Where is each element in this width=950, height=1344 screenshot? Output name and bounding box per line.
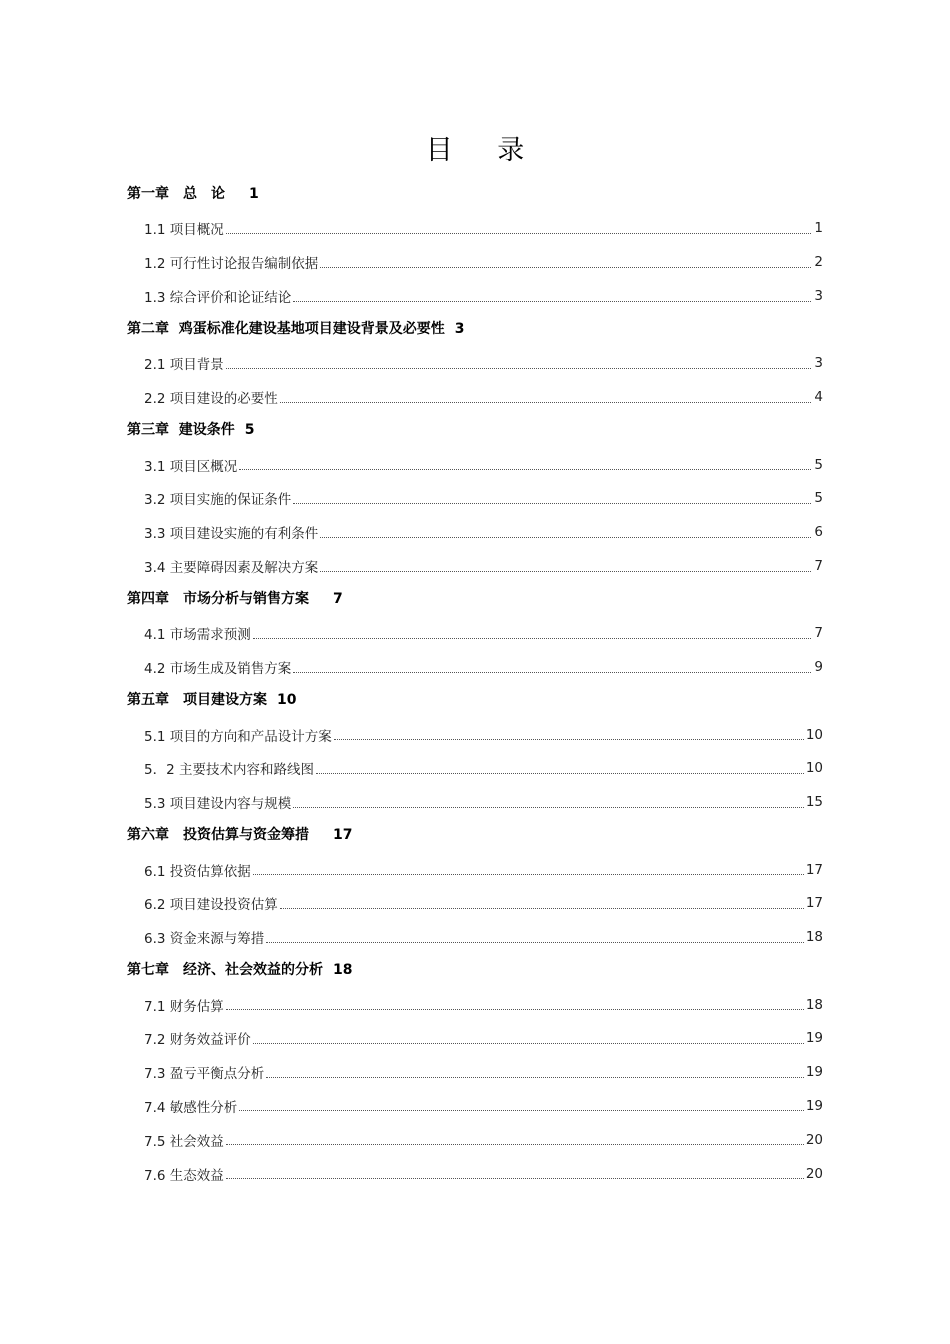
entry-page-number: 3 [814, 288, 823, 305]
dot-leader [266, 942, 804, 943]
toc-title: 目 录 [425, 135, 543, 166]
toc-chapter-heading[interactable] [127, 819, 823, 853]
entry-page-number: 17 [805, 895, 823, 912]
chapter-title: 第四章 市场分析与销售方案 [127, 590, 323, 607]
entry-title: 7.5 社会效益 [144, 1133, 224, 1150]
toc-entry[interactable] [127, 549, 823, 583]
entry-title: 2.2 项目建设的必要性 [144, 391, 278, 408]
toc-entry[interactable] [127, 515, 823, 549]
chapter-page-number: 1 [249, 186, 259, 202]
chapter-page-number: 17 [333, 827, 353, 844]
entry-page-number: 19 [805, 1097, 823, 1114]
toc-entry[interactable] [127, 920, 823, 954]
entry-page-number: 18 [805, 929, 823, 946]
entry-title: 6.1 投资估算依据 [144, 863, 251, 880]
entry-page-number: 1 [814, 220, 823, 237]
toc-entry[interactable] [127, 1123, 823, 1157]
entry-title: 3.2 项目实施的保证条件 [144, 492, 292, 509]
entry-title: 5.3 项目建设内容与规模 [144, 796, 292, 813]
toc-chapter-heading[interactable] [127, 583, 823, 617]
entry-title: 3.1 项目区概况 [144, 458, 238, 475]
entry-page-number: 5 [814, 456, 823, 473]
entry-title: 4.1 市场需求预测 [144, 627, 251, 644]
dot-leader [293, 503, 811, 504]
entry-page-number: 18 [805, 996, 823, 1013]
entry-title: 7.3 盈亏平衡点分析 [144, 1066, 265, 1083]
entry-page-number: 15 [805, 794, 823, 811]
chapter-page-number: 3 [454, 320, 465, 337]
dot-leader [226, 233, 811, 234]
toc-list [127, 178, 823, 1190]
toc-chapter-heading[interactable] [127, 178, 823, 212]
chapter-page-number: 18 [333, 962, 353, 979]
entry-title: 1.1 项目概况 [144, 222, 224, 239]
toc-chapter-heading[interactable] [127, 954, 823, 988]
entry-title: 1.3 综合评价和论证结论 [144, 290, 292, 307]
toc-entry[interactable] [127, 482, 823, 516]
toc-entry[interactable] [127, 212, 823, 246]
entry-page-number: 7 [814, 558, 823, 575]
dot-leader [239, 469, 811, 470]
toc-entry[interactable] [127, 988, 823, 1022]
toc-entry[interactable] [127, 617, 823, 651]
dot-leader [293, 301, 811, 302]
dot-leader [226, 1178, 804, 1179]
dot-leader [253, 874, 804, 875]
chapter-title: 第一章 总 论 [127, 186, 239, 202]
toc-chapter-heading[interactable] [127, 684, 823, 718]
chapter-page-number: 7 [333, 590, 343, 607]
dot-leader [239, 1110, 804, 1111]
entry-page-number: 19 [805, 1064, 823, 1081]
entry-title: 3.4 主要障碍因素及解决方案 [144, 560, 319, 577]
toc-chapter-heading[interactable] [127, 313, 823, 347]
entry-page-number: 20 [805, 1131, 823, 1148]
entry-title: 4.2 市场生成及销售方案 [144, 661, 292, 678]
chapter-title: 第六章 投资估算与资金筹措 [127, 827, 323, 844]
entry-page-number: 9 [814, 659, 823, 676]
dot-leader [266, 1077, 804, 1078]
dot-leader [334, 739, 804, 740]
toc-entry[interactable] [127, 279, 823, 313]
entry-title: 5．2 主要技术内容和路线图 [144, 762, 314, 779]
chapter-title: 第七章 经济、社会效益的分析 [127, 962, 323, 979]
dot-leader [280, 908, 804, 909]
entry-page-number: 3 [814, 355, 823, 372]
entry-title: 5.1 项目的方向和产品设计方案 [144, 728, 332, 745]
chapter-page-number: 10 [277, 692, 297, 709]
dot-leader [320, 267, 811, 268]
entry-title: 6.2 项目建设投资估算 [144, 897, 278, 914]
toc-entry[interactable] [127, 448, 823, 482]
entry-page-number: 10 [805, 760, 823, 777]
dot-leader [320, 537, 811, 538]
toc-entry[interactable] [127, 245, 823, 279]
entry-title: 7.2 财务效益评价 [144, 1032, 251, 1049]
toc-entry[interactable] [127, 853, 823, 887]
entry-page-number: 6 [814, 524, 823, 541]
entry-title: 7.6 生态效益 [144, 1167, 224, 1184]
entry-page-number: 5 [814, 490, 823, 507]
toc-entry[interactable] [127, 785, 823, 819]
dot-leader [253, 1043, 804, 1044]
dot-leader [226, 1144, 804, 1145]
entry-title: 1.2 可行性讨论报告编制依据 [144, 256, 319, 273]
entry-page-number: 4 [814, 389, 823, 406]
chapter-page-number: 5 [244, 422, 255, 439]
toc-entry[interactable] [127, 718, 823, 752]
toc-entry[interactable] [127, 380, 823, 414]
toc-entry[interactable] [127, 1089, 823, 1123]
entry-title: 7.4 敏感性分析 [144, 1099, 238, 1116]
dot-leader [280, 402, 811, 403]
entry-page-number: 10 [805, 726, 823, 743]
entry-page-number: 17 [805, 861, 823, 878]
entry-page-number: 20 [805, 1165, 823, 1182]
dot-leader [226, 1009, 804, 1010]
entry-title: 3.3 项目建设实施的有利条件 [144, 526, 319, 543]
chapter-title: 第五章 项目建设方案 [127, 692, 267, 709]
entry-title: 6.3 资金来源与筹措 [144, 931, 265, 948]
toc-chapter-heading[interactable] [127, 414, 823, 448]
entry-title: 2.1 项目背景 [144, 357, 224, 374]
chapter-title: 第二章 鸡蛋标准化建设基地项目建设背景及必要性 [127, 320, 445, 337]
toc-entry[interactable] [127, 1055, 823, 1089]
dot-leader [293, 672, 811, 673]
toc-entry[interactable] [127, 347, 823, 381]
chapter-title: 第三章 建设条件 [127, 422, 235, 439]
dot-leader [226, 368, 811, 369]
dot-leader [253, 638, 811, 639]
entry-page-number: 19 [805, 1030, 823, 1047]
toc-entry[interactable] [127, 1022, 823, 1056]
toc-entry[interactable] [127, 650, 823, 684]
toc-entry[interactable] [127, 1157, 823, 1191]
entry-page-number: 7 [814, 625, 823, 642]
entry-title: 7.1 财务估算 [144, 998, 224, 1015]
dot-leader [293, 807, 804, 808]
dot-leader [316, 773, 804, 774]
toc-entry[interactable] [127, 752, 823, 786]
entry-page-number: 2 [814, 254, 823, 271]
dot-leader [320, 571, 811, 572]
toc-entry[interactable] [127, 887, 823, 921]
